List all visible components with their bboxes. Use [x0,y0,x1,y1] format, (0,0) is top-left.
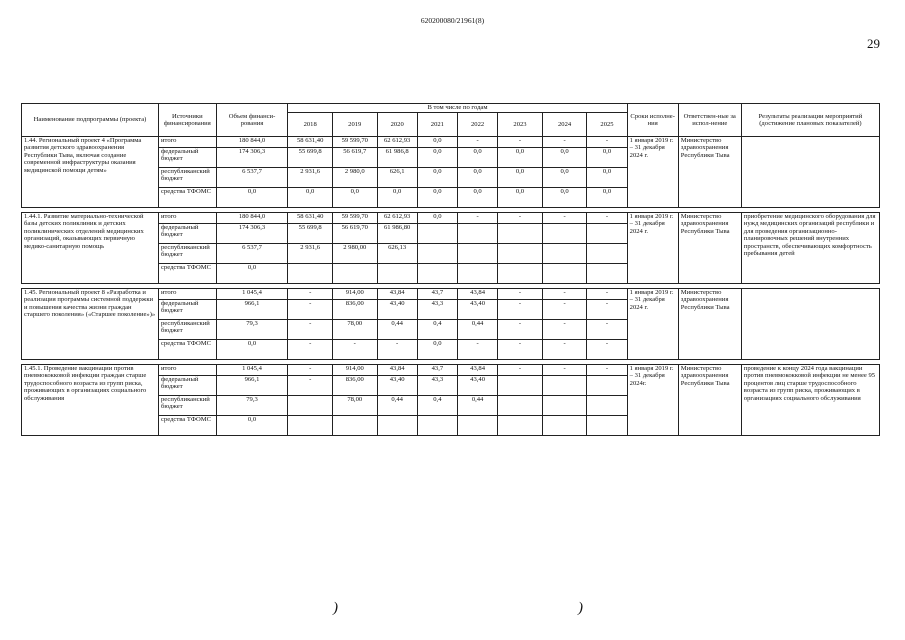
year-value: 43,40 [377,376,417,396]
year-value [587,396,627,416]
year-value: 0,0 [417,188,457,208]
funding-source: федеральный бюджет [159,376,217,396]
year-value: - [542,300,587,320]
year-value: - [542,289,587,300]
year-value: 62 612,93 [377,213,417,224]
year-value: 58 631,40 [288,137,333,148]
project-name: 1.45. Региональный проект 8 «Разработка и реализация программы системной поддержки и повышения качества жизни граждан старшего поколения» («Старшее поколение»)» [22,289,159,360]
year-value: 0,0 [542,148,587,168]
year-value [288,264,333,284]
year-value: 626,13 [377,244,417,264]
funding-source: республиканский бюджет [159,168,217,188]
funding-total: 180 844,0 [216,137,288,148]
year-value: 43,3 [417,376,457,396]
year-value [542,376,587,396]
year-value [332,416,377,436]
expected-result: приобретение медицинского оборудования для нужд медицинских организаций республики и для проведения организационно-планировочных решений внутренних пространств, обеспечивающих комфортность пребывания детей [741,213,879,284]
year-value [498,376,543,396]
year-value: - [288,376,333,396]
execution-term: 1 января 2019 г. – 31 декабря 2024 г. [627,137,678,208]
header-volume: Объем финанси-рования [216,104,288,137]
year-value [377,416,417,436]
year-value [417,224,457,244]
year-value: 0,44 [377,320,417,340]
year-value [587,244,627,264]
year-value: 78,00 [332,396,377,416]
funding-source: федеральный бюджет [159,224,217,244]
header-name: Наименование подпрограммы (проекта) [22,104,159,137]
year-value [498,224,543,244]
year-value: 0,0 [457,188,497,208]
funding-total: 0,0 [216,188,288,208]
year-value: - [288,365,333,376]
year-value: - [587,365,627,376]
year-value: 0,0 [417,137,457,148]
funding-total: 966,1 [216,300,288,320]
year-value: 59 599,70 [332,213,377,224]
funding-total: 1 045,4 [216,365,288,376]
year-value: - [288,289,333,300]
header-sources: Источники финансирования [159,104,217,137]
year-value [332,264,377,284]
year-value: - [498,289,543,300]
header-year: 2024 [542,113,587,137]
funding-source: итого [159,289,217,300]
header-year: 2021 [417,113,457,137]
header-by-years: В том числе по годам [288,104,627,113]
table-row [22,289,880,300]
year-value [498,416,543,436]
funding-source: итого [159,213,217,224]
funding-source: федеральный бюджет [159,148,217,168]
funding-total: 79,3 [216,320,288,340]
project-name: 1.45.1. Проведение вакцинации против пневмококковой инфекции граждан старше трудоспособного возраста из групп риска, проживающих в организациях социального обслуживания [22,365,159,436]
year-value: 56 619,70 [332,224,377,244]
year-value: 0,0 [457,148,497,168]
year-value: 0,0 [332,188,377,208]
header-year: 2019 [332,113,377,137]
year-value: - [332,340,377,360]
year-value [587,416,627,436]
year-value: 59 599,70 [332,137,377,148]
document-id: 620200080/21961(8) [420,16,485,25]
year-value: 2 931,6 [288,168,333,188]
year-value: 43,84 [457,365,497,376]
year-value [457,244,497,264]
year-value: 0,44 [457,396,497,416]
year-value [457,224,497,244]
year-value: 0,0 [587,188,627,208]
year-value: 0,4 [417,396,457,416]
responsible-party: Министерство здравоохранения Республики Тыва [678,213,741,284]
header-terms: Сроки исполне-ния [627,104,678,137]
header-year: 2018 [288,113,333,137]
year-value [288,396,333,416]
year-value: - [542,137,587,148]
year-value: - [377,340,417,360]
header-year: 2022 [457,113,497,137]
execution-term: 1 января 2019 г. – 31 декабря 2024 г. [627,213,678,284]
year-value [587,264,627,284]
year-value [542,264,587,284]
year-value: 0,44 [457,320,497,340]
responsible-party: Министерство здравоохранения Республики Тыва [678,137,741,208]
year-value: 0,0 [417,213,457,224]
expected-result: проведение к концу 2024 года вакцинации против пневмококковой инфекции не менее 95 процентов лиц старше трудоспособного возраста из групп риска, проживающих в организациях социального обслуживания [741,365,879,436]
project-name: 1.44.1. Развитие материально-технической базы детских поликлиник и детских поликлинических отделений медицинских организаций, оказывающих первичную медико-санитарную помощь [22,213,159,284]
year-value: 914,00 [332,365,377,376]
table-row [22,213,880,224]
bottom-mark-left: ) [333,600,338,616]
year-value: 0,0 [587,168,627,188]
funding-source: республиканский бюджет [159,320,217,340]
year-value [498,396,543,416]
funding-source: средства ТФОМС [159,416,217,436]
year-value: - [498,320,543,340]
year-value: 43,84 [377,289,417,300]
year-value: 0,0 [457,168,497,188]
year-value: 43,40 [457,376,497,396]
year-value [542,416,587,436]
year-value: - [587,137,627,148]
year-value: 2 980,0 [332,168,377,188]
funding-total: 180 844,0 [216,213,288,224]
funding-total: 79,3 [216,396,288,416]
year-value: 2 980,00 [332,244,377,264]
project-name: 1.44. Региональный проект 4 «Программа развития детского здравоохранения Республики Тыва, включая создание современной инфраструктуры оказания медицинской помощи детям» [22,137,159,208]
header-year: 2020 [377,113,417,137]
funding-source: средства ТФОМС [159,340,217,360]
year-value: - [587,300,627,320]
responsible-party: Министерство здравоохранения Республики Тыва [678,365,741,436]
year-value: - [542,320,587,340]
year-value: 43,84 [457,289,497,300]
year-value: 0,0 [417,168,457,188]
year-value: 0,0 [417,340,457,360]
year-value: 0,0 [542,188,587,208]
year-value: - [542,340,587,360]
year-value: - [498,213,543,224]
year-value [417,416,457,436]
year-value: 836,00 [332,376,377,396]
year-value: - [498,300,543,320]
year-value [417,264,457,284]
table-row [22,365,880,376]
year-value: 43,7 [417,365,457,376]
year-value: 55 699,8 [288,224,333,244]
year-value: 58 631,40 [288,213,333,224]
year-value: 78,00 [332,320,377,340]
year-value: 43,40 [457,300,497,320]
year-value: - [587,320,627,340]
funding-source: итого [159,365,217,376]
year-value: 0,0 [542,168,587,188]
year-value [417,244,457,264]
funding-total: 0,0 [216,416,288,436]
header-year: 2025 [587,113,627,137]
header-year: 2023 [498,113,543,137]
year-value [542,224,587,244]
year-value: - [457,340,497,360]
year-value: 0,0 [498,168,543,188]
year-value: 61 986,80 [377,224,417,244]
year-value [542,244,587,264]
year-value: 0,0 [498,188,543,208]
funding-total: 6 537,7 [216,244,288,264]
funding-total: 1 045,4 [216,289,288,300]
header-results: Результаты реализации мероприятий (достижение плановых показателей) [741,104,879,137]
year-value: - [587,340,627,360]
year-value: 43,40 [377,300,417,320]
year-value: 0,0 [377,188,417,208]
year-value [457,264,497,284]
year-value: - [288,340,333,360]
expected-result [741,289,879,360]
execution-term: 1 января 2019 г. – 31 декабря 2024 г. [627,289,678,360]
year-value: 626,1 [377,168,417,188]
year-value: 56 619,7 [332,148,377,168]
year-value: 0,0 [288,188,333,208]
program-table [21,103,880,436]
funding-source: республиканский бюджет [159,396,217,416]
page-number: 29 [867,36,880,51]
year-value: - [498,340,543,360]
execution-term: 1 января 2019 г. – 31 декабря 2024г. [627,365,678,436]
year-value [542,396,587,416]
bottom-mark-right: ) [578,600,583,616]
funding-source: республиканский бюджет [159,244,217,264]
year-value: 914,00 [332,289,377,300]
funding-total: 174 306,3 [216,148,288,168]
year-value: - [498,137,543,148]
funding-total: 0,0 [216,264,288,284]
year-value [587,224,627,244]
funding-total: 174 306,3 [216,224,288,244]
year-value [587,376,627,396]
funding-total: 6 537,7 [216,168,288,188]
funding-source: федеральный бюджет [159,300,217,320]
funding-source: итого [159,137,217,148]
year-value: - [542,213,587,224]
funding-total: 0,0 [216,340,288,360]
funding-source: средства ТФОМС [159,264,217,284]
header-responsible: Ответствен-ные за испол-нение [678,104,741,137]
year-value: - [457,213,497,224]
year-value: 55 699,8 [288,148,333,168]
responsible-party: Министерство здравоохранения Республики Тыва [678,289,741,360]
year-value: - [587,289,627,300]
year-value: 62 612,93 [377,137,417,148]
year-value: - [587,213,627,224]
year-value: 43,84 [377,365,417,376]
year-value: 2 931,6 [288,244,333,264]
year-value [377,264,417,284]
year-value [457,416,497,436]
year-value [498,244,543,264]
year-value: 0,0 [498,148,543,168]
year-value: 0,44 [377,396,417,416]
funding-total: 966,1 [216,376,288,396]
year-value: - [542,365,587,376]
year-value: 61 986,8 [377,148,417,168]
year-value: 0,0 [417,148,457,168]
year-value: - [288,300,333,320]
year-value: - [457,137,497,148]
year-value: 43,3 [417,300,457,320]
year-value: 0,0 [587,148,627,168]
year-value [288,416,333,436]
expected-result [741,137,879,208]
year-value: 43,7 [417,289,457,300]
table-row [22,137,880,148]
year-value: - [498,365,543,376]
year-value: 0,4 [417,320,457,340]
year-value [498,264,543,284]
year-value: - [288,320,333,340]
funding-source: средства ТФОМС [159,188,217,208]
year-value: 836,00 [332,300,377,320]
